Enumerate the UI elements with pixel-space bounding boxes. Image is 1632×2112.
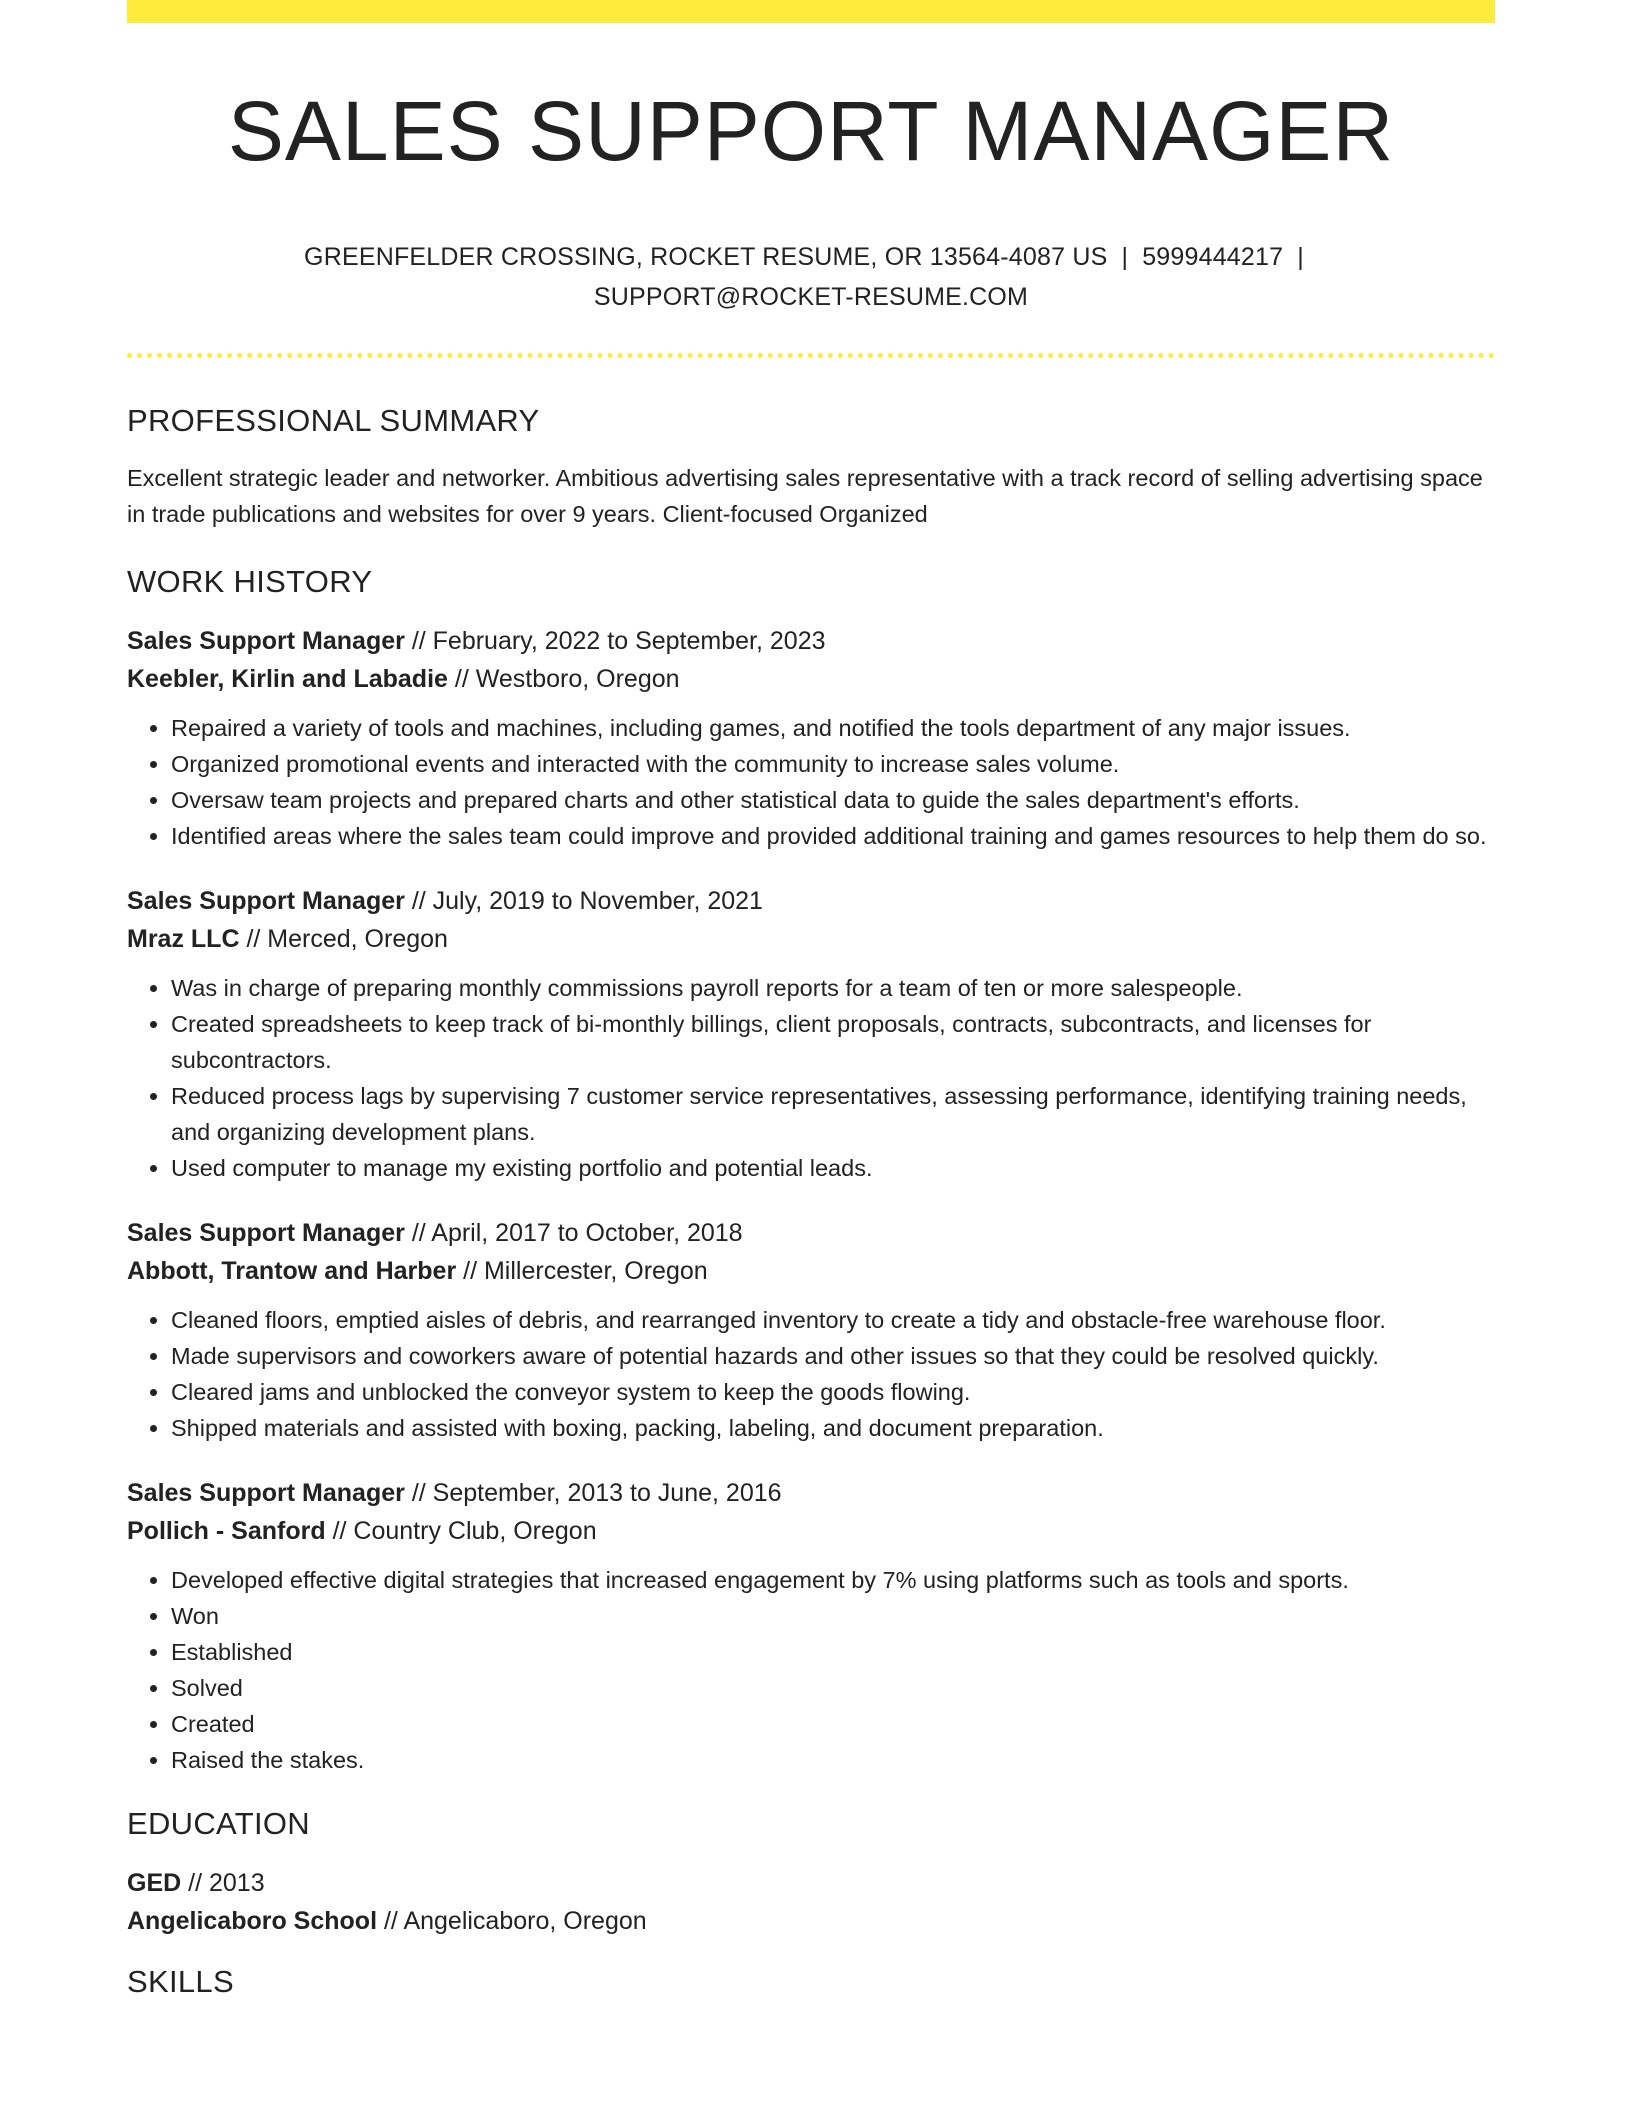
job-company-line <box>127 920 1495 958</box>
job-company: Mraz LLC <box>127 925 240 954</box>
job-title-line <box>127 1214 1495 1252</box>
job-bullet: • Cleaned floors, emptied aisles of debris, and rearranged inventory to create a tidy and obstacle-free warehouse floor. <box>171 1302 1495 1338</box>
job-bullet: • Repaired a variety of tools and machines, including games, and notified the tools department of any major issues. <box>171 710 1495 746</box>
job-location: // Millercester, Oregon <box>463 1257 708 1286</box>
job-bullet: • Organized promotional events and interacted with the community to increase sales volume. <box>171 746 1495 782</box>
job-entry <box>127 882 1495 1186</box>
job-bullet: • Cleared jams and unblocked the conveyor system to keep the goods flowing. <box>171 1374 1495 1410</box>
job-bullet: • Solved <box>171 1670 1495 1706</box>
contact-address: GREENFELDER CROSSING, ROCKET RESUME, OR 13564-4087 US <box>304 243 1108 272</box>
job-bullet: • Won <box>171 1598 1495 1634</box>
job-company-line <box>127 1512 1495 1550</box>
job-title-line <box>127 882 1495 920</box>
job-location: // Merced, Oregon <box>246 925 448 954</box>
summary-text: Excellent strategic leader and networker. Ambitious advertising sales representative with a track record of selling advertising space in trade publications and websites for over 9 years. Client-focused Organized <box>127 465 1483 528</box>
job-bullet: • Reduced process lags by supervising 7 customer service representatives, assessing performance, identifying training needs, and organizing development plans. <box>171 1078 1495 1150</box>
job-company: Pollich - Sanford <box>127 1517 326 1546</box>
job-bullet: • Developed effective digital strategies that increased engagement by 7% using platforms such as tools and sports. <box>171 1562 1495 1598</box>
job-title-line <box>127 1474 1495 1512</box>
job-entry <box>127 1214 1495 1446</box>
job-location: // Country Club, Oregon <box>332 1517 597 1546</box>
contact-block <box>127 237 1495 317</box>
job-entry <box>127 622 1495 854</box>
job-dates: // April, 2017 to October, 2018 <box>411 1219 743 1248</box>
contact-email: SUPPORT@ROCKET-RESUME.COM <box>593 283 1029 312</box>
job-company: Keebler, Kirlin and Labadie <box>127 665 448 694</box>
job-bullet-list <box>127 970 1495 1186</box>
job-bullet: • Made supervisors and coworkers aware of potential hazards and other issues so that they could be resolved quickly. <box>171 1338 1495 1374</box>
summary-heading: PROFESSIONAL SUMMARY <box>127 403 540 439</box>
job-title: Sales Support Manager <box>127 1479 405 1508</box>
job-bullet-list <box>127 710 1495 854</box>
education-school-line <box>127 1902 1495 1940</box>
job-bullet: • Created <box>171 1706 1495 1742</box>
contact-line-1 <box>127 237 1495 277</box>
job-bullet: • Established <box>171 1634 1495 1670</box>
job-company-line <box>127 1252 1495 1290</box>
dotted-divider <box>127 353 1495 358</box>
job-bullet: • Oversaw team projects and prepared charts and other statistical data to guide the sales department's efforts. <box>171 782 1495 818</box>
work-history-heading: WORK HISTORY <box>127 564 373 600</box>
job-location: // Westboro, Oregon <box>454 665 680 694</box>
education-location: // Angelicaboro, Oregon <box>383 1907 647 1936</box>
contact-phone: 5999444217 <box>1142 243 1284 272</box>
job-title: Sales Support Manager <box>127 1219 405 1248</box>
work-history-list <box>127 622 1495 1778</box>
job-bullet: • Was in charge of preparing monthly commissions payroll reports for a team of ten or more salespeople. <box>171 970 1495 1006</box>
accent-top-bar <box>127 0 1495 23</box>
skills-heading: SKILLS <box>127 1964 234 2000</box>
contact-separator: | <box>1297 243 1304 272</box>
job-bullet: • Raised the stakes. <box>171 1742 1495 1778</box>
education-year: // 2013 <box>188 1869 265 1898</box>
job-bullet: • Used computer to manage my existing portfolio and potential leads. <box>171 1150 1495 1186</box>
job-title-line <box>127 622 1495 660</box>
education-degree-line <box>127 1864 1495 1902</box>
education-degree: GED <box>127 1869 182 1898</box>
education-heading: EDUCATION <box>127 1806 310 1842</box>
job-company: Abbott, Trantow and Harber <box>127 1257 457 1286</box>
job-bullet: • Shipped materials and assisted with boxing, packing, labeling, and document preparation. <box>171 1410 1495 1446</box>
job-dates: // July, 2019 to November, 2021 <box>411 887 763 916</box>
education-school: Angelicaboro School <box>127 1907 378 1936</box>
job-bullet: • Created spreadsheets to keep track of bi-monthly billings, client proposals, contracts, subcontracts, and licenses for subcontractors. <box>171 1006 1495 1078</box>
job-title: Sales Support Manager <box>127 627 405 656</box>
resume-page <box>127 0 1495 2000</box>
job-bullet-list <box>127 1302 1495 1446</box>
job-bullet-list <box>127 1562 1495 1778</box>
resume-name: SALES SUPPORT MANAGER <box>227 84 1395 178</box>
job-title: Sales Support Manager <box>127 887 405 916</box>
job-dates: // February, 2022 to September, 2023 <box>411 627 826 656</box>
job-entry <box>127 1474 1495 1778</box>
contact-line-2 <box>127 277 1495 317</box>
contact-separator: | <box>1121 243 1129 272</box>
job-bullet: • Identified areas where the sales team could improve and provided additional training and games resources to help them do so. <box>171 818 1495 854</box>
job-dates: // September, 2013 to June, 2016 <box>411 1479 782 1508</box>
job-company-line <box>127 660 1495 698</box>
